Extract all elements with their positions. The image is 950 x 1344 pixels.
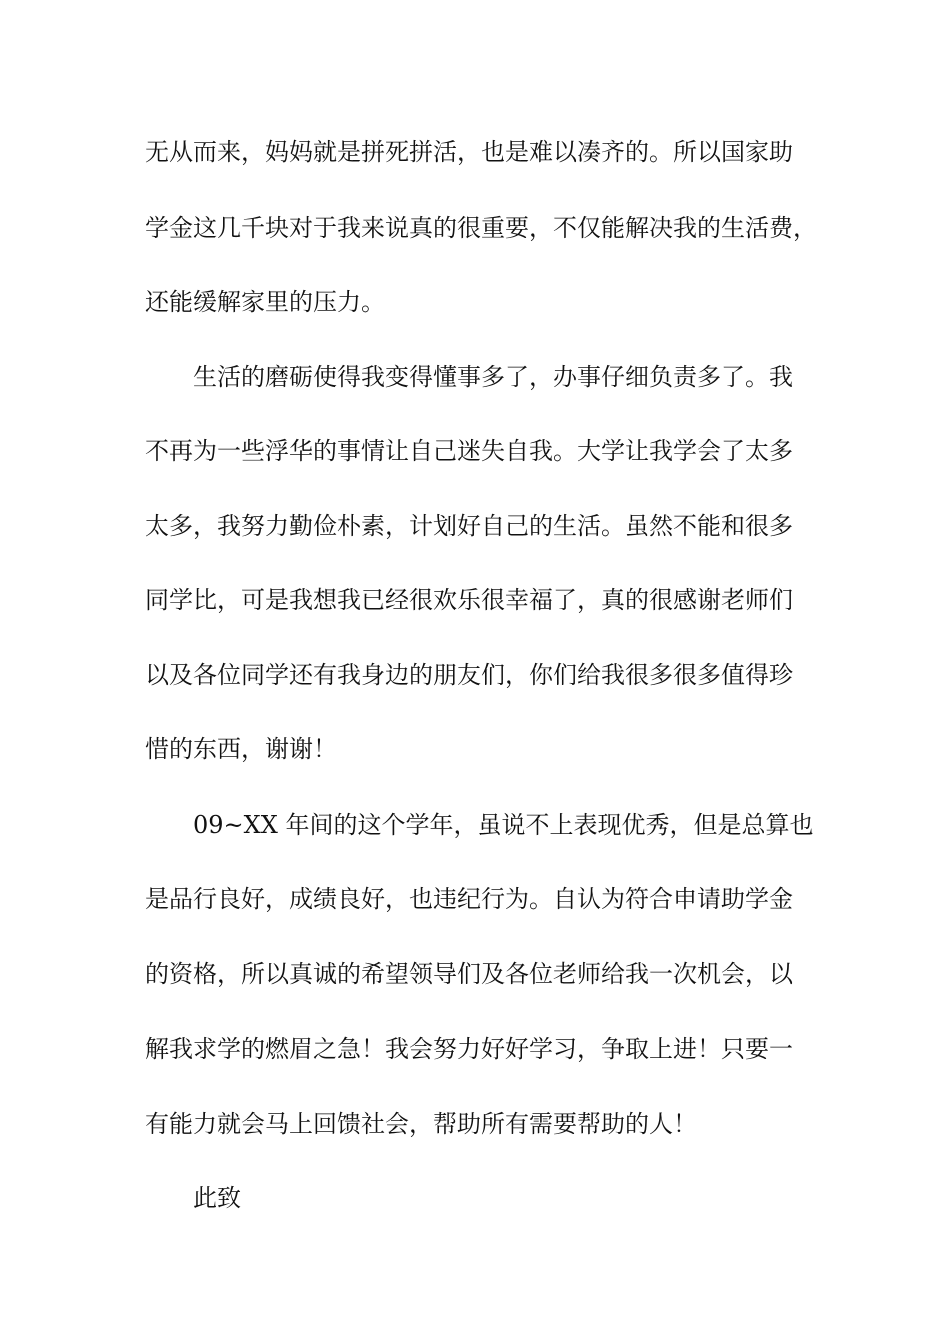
paragraph-line: 是品行良好，成绩良好，也违纪行为。自认为符合申请助学金 — [145, 885, 793, 913]
closing-salutation: 此致 — [193, 1184, 241, 1212]
paragraph-line: 同学比，可是我想我已经很欢乐很幸福了，真的很感谢老师们 — [145, 586, 793, 614]
paragraph-line: 有能力就会马上回馈社会，帮助所有需要帮助的人！ — [145, 1110, 697, 1138]
paragraph-first-line: 生活的磨砺使得我变得懂事多了，办事仔细负责多了。我 — [193, 363, 793, 391]
paragraph-line: 的资格，所以真诚的希望领导们及各位老师给我一次机会，以 — [145, 960, 793, 988]
paragraph-line: 太多，我努力勤俭朴素，计划好自己的生活。虽然不能和很多 — [145, 512, 793, 540]
paragraph-first-line: 09~XX 年间的这个学年，虽说不上表现优秀，但是总算也 — [193, 811, 814, 839]
paragraph-line: 以及各位同学还有我身边的朋友们，你们给我很多很多值得珍 — [145, 661, 793, 689]
paragraph-line: 还能缓解家里的压力。 — [145, 288, 385, 316]
paragraph-line: 学金这几千块对于我来说真的很重要，不仅能解决我的生活费， — [145, 214, 817, 242]
paragraph-line: 解我求学的燃眉之急！我会努力好好学习，争取上进！只要一 — [145, 1035, 793, 1063]
paragraph-line: 不再为一些浮华的事情让自己迷失自我。大学让我学会了太多 — [145, 437, 793, 465]
paragraph-line: 惜的东西，谢谢！ — [145, 735, 337, 763]
paragraph-line: 无从而来，妈妈就是拼死拼活，也是难以凑齐的。所以国家助 — [145, 138, 793, 166]
